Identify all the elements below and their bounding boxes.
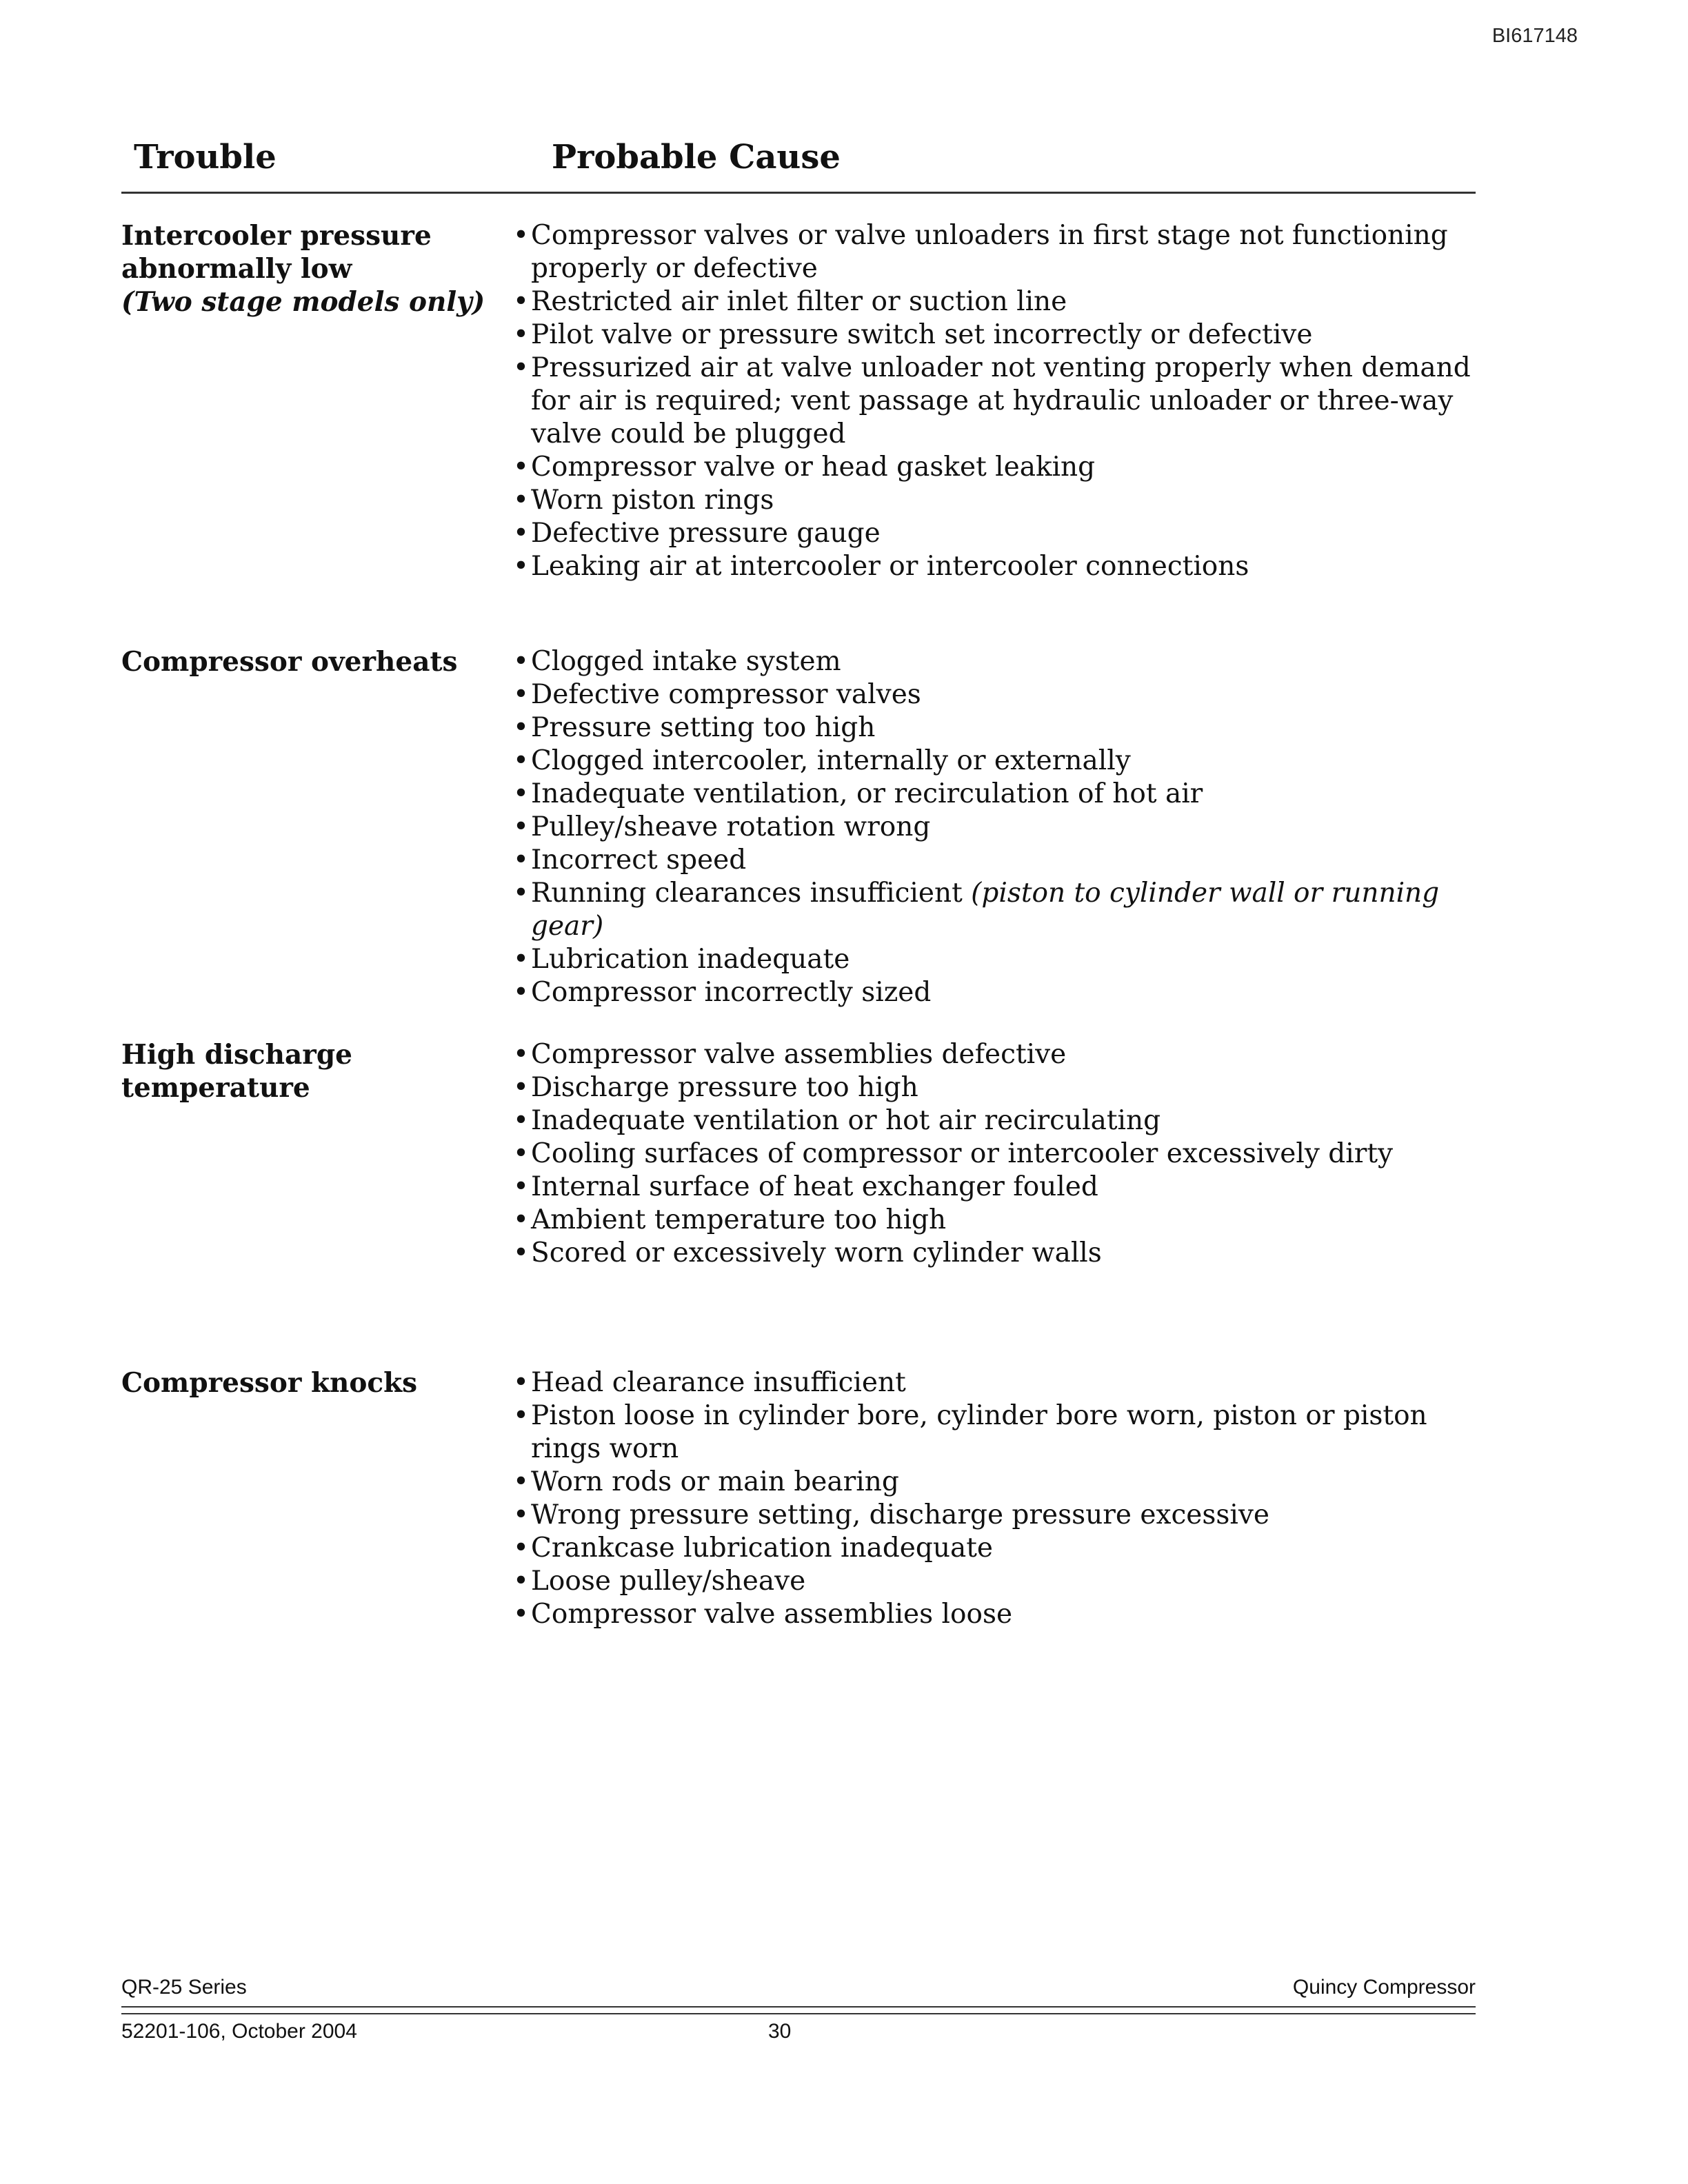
trouble-label-line: temperature	[121, 1072, 310, 1104]
footer-rule	[121, 2006, 1476, 2008]
trouble-label	[121, 1366, 494, 1399]
cause-item: • Clogged intake system	[513, 646, 841, 677]
cause-item: • Compressor valve or head gasket leaking	[513, 452, 1096, 483]
cause-list	[513, 645, 1481, 1009]
trouble-label-line: abnormally low	[121, 253, 352, 285]
cause-item: • Pressurized air at valve unloader not venting properly when demand for air is required; vent passage at hydraulic unloader or three-way valve could be plugged	[513, 352, 1471, 449]
cause-item: • Discharge pressure too high	[513, 1072, 918, 1103]
cause-item: • Leaking air at intercooler or intercooler connections	[513, 551, 1249, 582]
trouble-label	[121, 1038, 494, 1104]
cause-item: • Compressor incorrectly sized	[513, 977, 932, 1008]
cause-item: • Inadequate ventilation or hot air recirculating	[513, 1105, 1161, 1136]
cause-item: • Head clearance insufficient	[513, 1367, 906, 1398]
cause-item: • Compressor valve assemblies defective	[513, 1039, 1067, 1070]
cause-item: • Running clearances insufficient (piston to cylinder wall or running gear)	[513, 878, 1440, 942]
page-number: 30	[768, 2020, 792, 2043]
cause-item: • Internal surface of heat exchanger fouled	[513, 1171, 1098, 1202]
footer-rule	[121, 2013, 1476, 2014]
cause-list	[513, 1366, 1481, 1631]
cause-item: • Clogged intercooler, internally or externally	[513, 745, 1131, 776]
cause-item: • Pulley/sheave rotation wrong	[513, 811, 931, 842]
cause-item: • Piston loose in cylinder bore, cylinder bore worn, piston or piston rings worn	[513, 1400, 1427, 1464]
trouble-column-header: Trouble	[134, 138, 277, 176]
trouble-label-line: Compressor overheats	[121, 646, 458, 678]
cause-item: • Pilot valve or pressure switch set incorrectly or defective	[513, 319, 1313, 350]
trouble-label	[121, 219, 494, 318]
cause-item: • Compressor valve assemblies loose	[513, 1599, 1013, 1630]
document-id: BI617148	[1491, 25, 1578, 47]
footer-series: QR-25 Series	[121, 1976, 247, 1999]
probable-cause-column-header: Probable Cause	[552, 138, 841, 176]
footer-company: Quincy Compressor	[1292, 1976, 1476, 1999]
trouble-label	[121, 645, 494, 678]
cause-item: • Crankcase lubrication inadequate	[513, 1533, 993, 1564]
trouble-label-line: High discharge	[121, 1039, 352, 1071]
cause-item: • Lubrication inadequate	[513, 944, 850, 975]
cause-item: • Wrong pressure setting, discharge pressure excessive	[513, 1499, 1269, 1530]
cause-item: • Defective pressure gauge	[513, 518, 881, 549]
cause-list	[513, 219, 1481, 583]
cause-item: • Incorrect speed	[513, 845, 747, 876]
trouble-label-line: Compressor knocks	[121, 1367, 418, 1399]
cause-item: • Inadequate ventilation, or recirculation of hot air	[513, 778, 1203, 809]
cause-item: • Loose pulley/sheave	[513, 1566, 806, 1597]
cause-item: • Scored or excessively worn cylinder walls	[513, 1237, 1102, 1268]
cause-item: • Pressure setting too high	[513, 712, 876, 743]
trouble-label-line: Intercooler pressure	[121, 220, 432, 252]
cause-item: • Compressor valves or valve unloaders in first stage not functioning properly or defective	[513, 220, 1448, 284]
trouble-note: (Two stage models only)	[121, 286, 485, 318]
cause-item: • Restricted air inlet filter or suction line	[513, 286, 1067, 317]
cause-item: • Worn piston rings	[513, 485, 774, 516]
cause-item: • Defective compressor valves	[513, 679, 921, 710]
cause-note: (piston to cylinder wall or running gear)	[531, 878, 1440, 942]
cause-item: • Ambient temperature too high	[513, 1204, 947, 1235]
cause-item: • Worn rods or main bearing	[513, 1466, 899, 1497]
footer-doc-date: 52201-106, October 2004	[121, 2020, 357, 2043]
cause-item: • Cooling surfaces of compressor or intercooler excessively dirty	[513, 1138, 1394, 1169]
cause-list	[513, 1038, 1481, 1270]
header-rule	[121, 192, 1476, 194]
